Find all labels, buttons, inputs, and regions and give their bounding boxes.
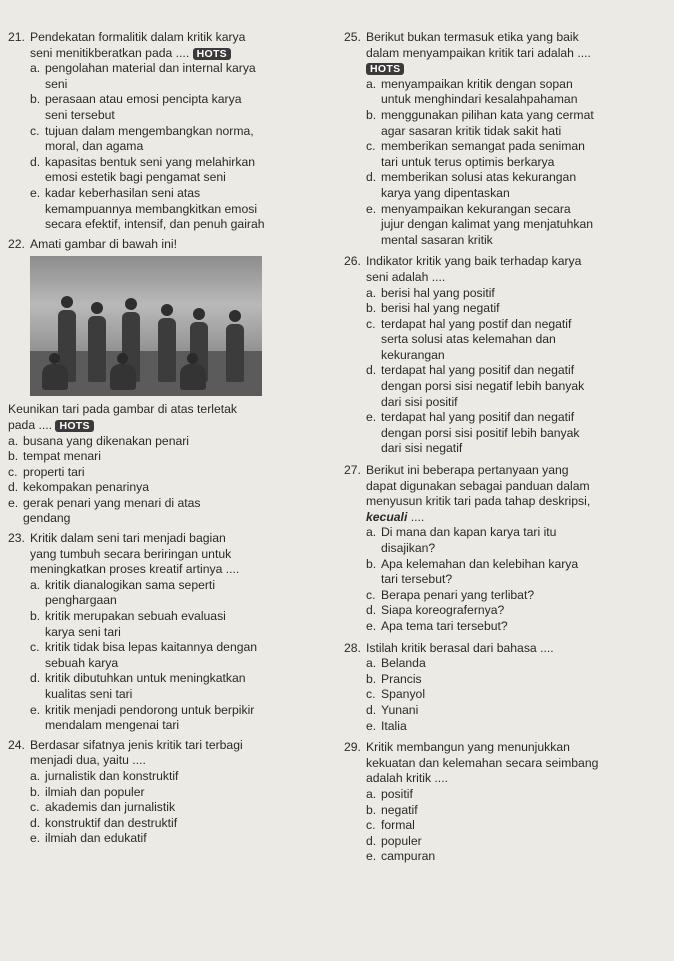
- option-d[interactable]: d. populer: [366, 833, 422, 848]
- option-d[interactable]: d. Yunani: [366, 702, 419, 717]
- option-c[interactable]: c. tujuan dalam mengembangkan norma, moral, dan agama: [30, 123, 254, 154]
- option-a[interactable]: a. positif: [366, 786, 413, 801]
- question-number: 29.: [344, 740, 361, 755]
- options-list: [366, 787, 668, 865]
- option-d[interactable]: d. kekompakan penarinya: [8, 480, 150, 495]
- right-column: [344, 30, 668, 865]
- option-c[interactable]: c. Berapa penari yang terlibat?: [366, 587, 535, 602]
- question-22: [8, 237, 338, 253]
- option-e[interactable]: e. gerak penari yang menari di atas gendang: [8, 495, 201, 526]
- question-26: [344, 254, 668, 457]
- option-d[interactable]: d. konstruktif dan destruktif: [30, 815, 178, 830]
- option-e[interactable]: e. terdapat hal yang positif dan negatif dengan porsi sisi positif lebih banyak dari sisi negatif: [366, 410, 580, 456]
- hots-badge: HOTS: [55, 420, 93, 432]
- question-number: 24.: [8, 737, 25, 752]
- option-c[interactable]: c. Spanyol: [366, 687, 426, 702]
- option-e[interactable]: e. Italia: [366, 718, 407, 733]
- question-stem: Kritik membangun yang menunjukkan kekuatan dan kelemahan secara seimbang adalah kritik ....: [366, 740, 599, 786]
- question-28: [344, 641, 668, 735]
- question-stem: Pendekatan formalitik dalam kritik karya seni menitikberatkan pada .... HOTS: [30, 30, 246, 60]
- options-list: [30, 769, 338, 847]
- options-list: [366, 525, 668, 634]
- option-e[interactable]: e. Apa tema tari tersebut?: [366, 618, 508, 633]
- option-b[interactable]: b. berisi hal yang negatif: [366, 301, 500, 316]
- question-stem: Indikator kritik yang baik terhadap karya seni adalah ....: [366, 254, 582, 284]
- question-number: 26.: [344, 254, 361, 269]
- option-d[interactable]: d. terdapat hal yang positif dan negatif dengan porsi sisi negatif lebih banyak dari sisi positif: [366, 363, 585, 409]
- left-column: [8, 30, 338, 847]
- option-b[interactable]: b. tempat menari: [8, 449, 101, 464]
- options-list: [30, 61, 338, 233]
- question-29: [344, 740, 668, 865]
- options-list: [30, 578, 338, 734]
- question-number: 23.: [8, 531, 25, 546]
- question-number: 28.: [344, 640, 361, 655]
- question-22-prompt: Keunikan tari pada gambar di atas terletak pada .... HOTS a. busana yang dikenakan penari b. tempat menari c. properti tari d. kekompakan penarinya e. gerak penari yang menari di atas gendang: [8, 402, 338, 527]
- options-list: [366, 656, 668, 734]
- option-a[interactable]: a. busana yang dikenakan penari: [8, 433, 190, 448]
- option-a[interactable]: a. pengolahan material dan internal karya seni: [30, 61, 256, 91]
- option-b[interactable]: b. Prancis: [366, 671, 422, 686]
- options-list: [366, 286, 668, 458]
- options-list: [366, 77, 668, 249]
- option-d[interactable]: d. kritik dibutuhkan untuk meningkatkan kualitas seni tari: [30, 671, 246, 701]
- option-c[interactable]: c. formal: [366, 818, 415, 833]
- option-c[interactable]: c. kritik tidak bisa lepas kaitannya dengan sebuah karya: [30, 640, 258, 670]
- option-b[interactable]: b. perasaan atau emosi pencipta karya seni tersebut: [30, 92, 242, 122]
- option-c[interactable]: c. terdapat hal yang postif dan negatif serta solusi atas kelemahan dan kekurangan: [366, 316, 572, 362]
- option-a[interactable]: a. berisi hal yang positif: [366, 285, 495, 300]
- question-25: [344, 30, 668, 248]
- option-b[interactable]: b. menggunakan pilihan kata yang cermat agar sasaran kritik tidak sakit hati: [366, 107, 594, 138]
- option-a[interactable]: a. kritik dianalogikan sama seperti penghargaan: [30, 577, 216, 608]
- option-e[interactable]: e. kritik menjadi pendorong untuk berpikir mendalam mengenai tari: [30, 702, 255, 733]
- option-a[interactable]: a. jurnalistik dan konstruktif: [30, 768, 179, 783]
- option-d[interactable]: d. Siapa koreografernya?: [366, 603, 505, 618]
- option-a[interactable]: a. Di mana dan kapan karya tari itu disajikan?: [366, 525, 557, 555]
- question-21: [8, 30, 338, 233]
- options-list: [8, 434, 338, 528]
- option-e[interactable]: e. ilmiah dan edukatif: [30, 831, 147, 846]
- option-d[interactable]: d. memberikan solusi atas kekurangan karya yang dipentaskan: [366, 170, 577, 200]
- option-a[interactable]: a. Belanda: [366, 656, 426, 671]
- option-c[interactable]: c. akademis dan jurnalistik: [30, 800, 176, 815]
- question-27: [344, 463, 668, 635]
- question-number: 25.: [344, 30, 361, 44]
- dance-photo: [30, 256, 262, 396]
- hots-badge: HOTS: [366, 63, 404, 75]
- question-23: [8, 531, 338, 734]
- option-d[interactable]: d. kapasitas bentuk seni yang melahirkan emosi estetik bagi pengamat seni: [30, 154, 256, 185]
- option-b[interactable]: b. kritik merupakan sebuah evaluasi karya seni tari: [30, 609, 226, 639]
- question-stem: Berdasar sifatnya jenis kritik tari terbagi menjadi dua, yaitu ....: [30, 737, 243, 768]
- hots-badge: HOTS: [193, 48, 231, 60]
- option-e[interactable]: e. campuran: [366, 849, 436, 864]
- option-b[interactable]: b. negatif: [366, 802, 418, 817]
- option-b[interactable]: b. Apa kelemahan dan kelebihan karya tari tersebut?: [366, 556, 579, 587]
- question-number: 21.: [8, 30, 25, 44]
- question-stem: Amati gambar di bawah ini!: [30, 236, 177, 251]
- option-e[interactable]: e. kadar keberhasilan seni atas kemampuannya membangkitkan emosi secara efektif, intensif, dan penuh gairah: [30, 185, 265, 232]
- question-number: 22.: [8, 236, 25, 251]
- option-a[interactable]: a. menyampaikan kritik dengan sopan untuk menghindari kesalahpahaman: [366, 76, 578, 107]
- question-number: 27.: [344, 463, 361, 478]
- option-e[interactable]: e. menyampaikan kekurangan secara jujur dengan kalimat yang menjatuhkan mental sasaran kritik: [366, 201, 594, 247]
- question-stem: Istilah kritik berasal dari bahasa ....: [366, 640, 554, 655]
- option-c[interactable]: c. properti tari: [8, 464, 85, 479]
- option-b[interactable]: b. ilmiah dan populer: [30, 784, 145, 799]
- question-stem: Berikut bukan termasuk etika yang baik dalam menyampaikan kritik tari adalah .... HOTS: [366, 30, 591, 76]
- question-24: [8, 738, 338, 847]
- option-c[interactable]: c. memberikan semangat pada seniman tari untuk terus optimis berkarya: [366, 139, 585, 169]
- question-stem: Berikut ini beberapa pertanyaan yang dapat digunakan sebagai panduan dalam menyusun kritik tari pada tahap deskripsi, kecuali ....: [366, 463, 591, 524]
- question-stem: Kritik dalam seni tari menjadi bagian yang tumbuh secara beriringan untuk meningkatkan proses kreatif artinya ....: [30, 531, 240, 577]
